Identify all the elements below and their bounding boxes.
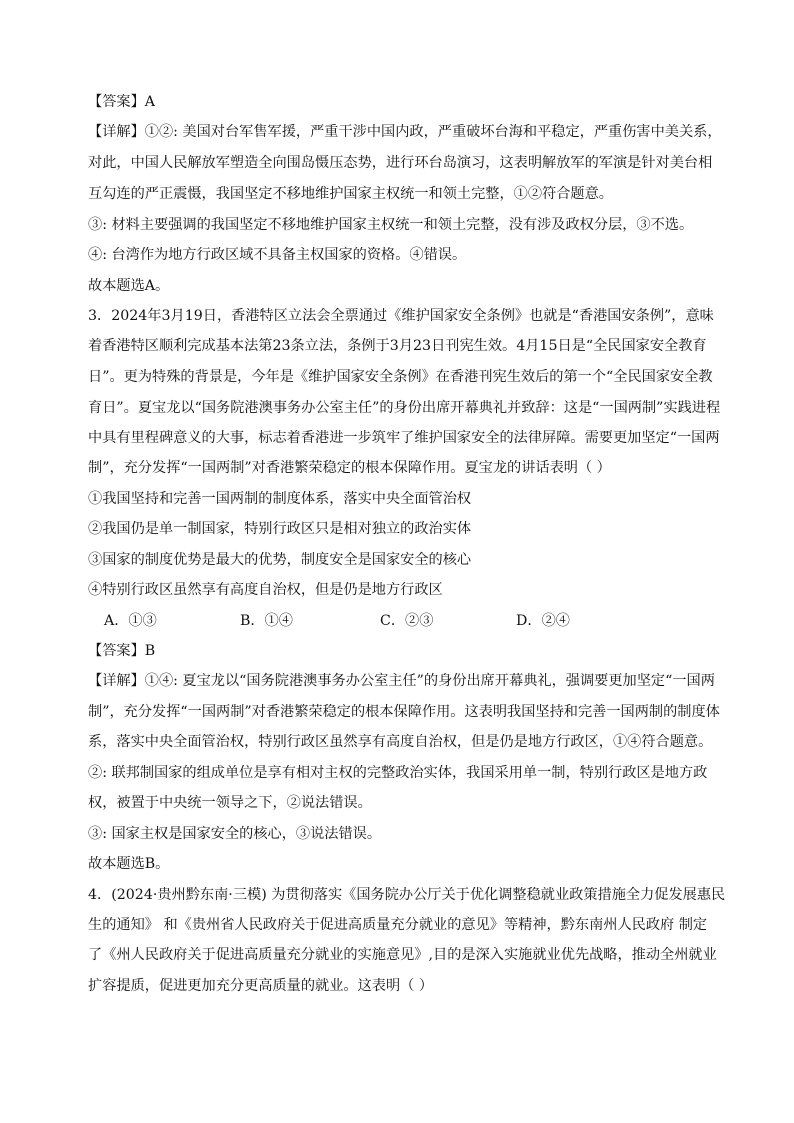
option-a: A．①③ — [104, 613, 157, 629]
option-b: B．①④ — [240, 613, 293, 629]
explanation-line: 系，落实中央全面管治权，特别行政区虽然享有高度自治权，但是仍是地方行政区，①④符合题意。 — [88, 734, 713, 750]
conclusion-line: 故本题选B。 — [88, 856, 170, 872]
explanation-line: 权，被置于中央统一领导之下，②说法错误。 — [88, 795, 372, 811]
explanation-line: ③: 国家主权是国家安全的核心，③说法错误。 — [88, 826, 382, 842]
question-line: 制”，充分发挥“一国两制”对香港繁荣稳定的根本保障作用。夏宝龙的讲话表明（ ） — [88, 460, 611, 476]
statement-item: ②我国仍是单一制国家，特别行政区只是相对独立的政治实体 — [88, 521, 472, 537]
explanation-line: 【详解】①④: 夏宝龙以“国务院港澳事务办公室主任”的身份出席开幕典礼，强调要更加坚定“一国两 — [88, 673, 715, 689]
question-line: 日”。更为特殊的背景是，今年是《维护国家安全条例》在香港刊宪生效后的第一个“全民国家安全教 — [88, 369, 713, 385]
conclusion-line: 故本题选A。 — [88, 278, 170, 294]
question-line: 了《州人民政府关于促进高质量充分就业的实施意见》,目的是深入实施就业优先战略，推动全州就业 — [88, 947, 717, 963]
explanation-line: ②: 联邦制国家的组成单位是享有相对主权的完整政治实体，我国采用单一制，特别行政区是地方政 — [88, 765, 708, 781]
explanation-line: 【详解】①②: 美国对台军售军援，严重干涉中国内政，严重破坏台海和平稳定，严重伤害中美关系， — [88, 124, 722, 140]
explanation-line: 对此，中国人民解放军塑造全向围岛慑压态势，进行环台岛演习，这表明解放军的军演是针对美台相 — [88, 155, 713, 171]
statement-item: ④特别行政区虽然享有高度自治权，但是仍是地方行政区 — [88, 582, 443, 598]
question-line: 育日”。夏宝龙以“国务院港澳事务办公室主任”的身份出席开幕典礼并致辞：这是“一国两制”实践进程 — [88, 400, 721, 416]
question-line: 4．(2024·贵州黔东南·三模) 为贯彻落实《国务院办公厅关于优化调整稳就业政策措施全力促发展惠民 — [88, 887, 726, 903]
question-line: 中具有里程碑意义的大事，标志着香港进一步筑牢了维护国家安全的法律屏障。需要更加坚定“一国两 — [88, 430, 720, 446]
option-c: C．②③ — [380, 613, 434, 629]
explanation-line: ③: 材料主要强调的我国坚定不移地维护国家主权统一和领土完整，没有涉及政权分层，③不选。 — [88, 217, 694, 233]
question-line: 生的通知》 和《贵州省人民政府关于促进高质量充分就业的意见》等精神，黔东南州人民政府 制定 — [88, 917, 708, 933]
option-d: D．②④ — [516, 613, 570, 629]
explanation-line: 制”，充分发挥“一国两制”对香港繁荣稳定的根本保障作用。这表明我国坚持和完善一国两制的制度体 — [88, 704, 720, 720]
question-line: 3．2024年3月19日，香港特区立法会全票通过《维护国家安全条例》也就是“香港国安条例”，意味 — [88, 308, 714, 324]
question-line: 扩容提质，促进更加充分更高质量的就业。这表明（ ） — [88, 978, 434, 994]
explanation-line: ④: 台湾作为地方行政区域不具备主权国家的资格。④错误。 — [88, 247, 467, 263]
question-line: 着香港特区顺利完成基本法第23条立法，条例于3月23日刊宪生效。4月15日是“全民国家安全教育 — [88, 338, 707, 354]
explanation-line: 互勾连的严正震慑，我国坚定不移地维护国家主权统一和领土完整，①②符合题意。 — [88, 186, 613, 202]
answer-line: 【答案】B — [88, 643, 156, 659]
answer-line: 【答案】A — [88, 94, 155, 110]
statement-item: ③国家的制度优势是最大的优势，制度安全是国家安全的核心 — [88, 552, 472, 568]
statement-item: ①我国坚持和完善一国两制的制度体系，落实中央全面管治权 — [88, 491, 472, 507]
